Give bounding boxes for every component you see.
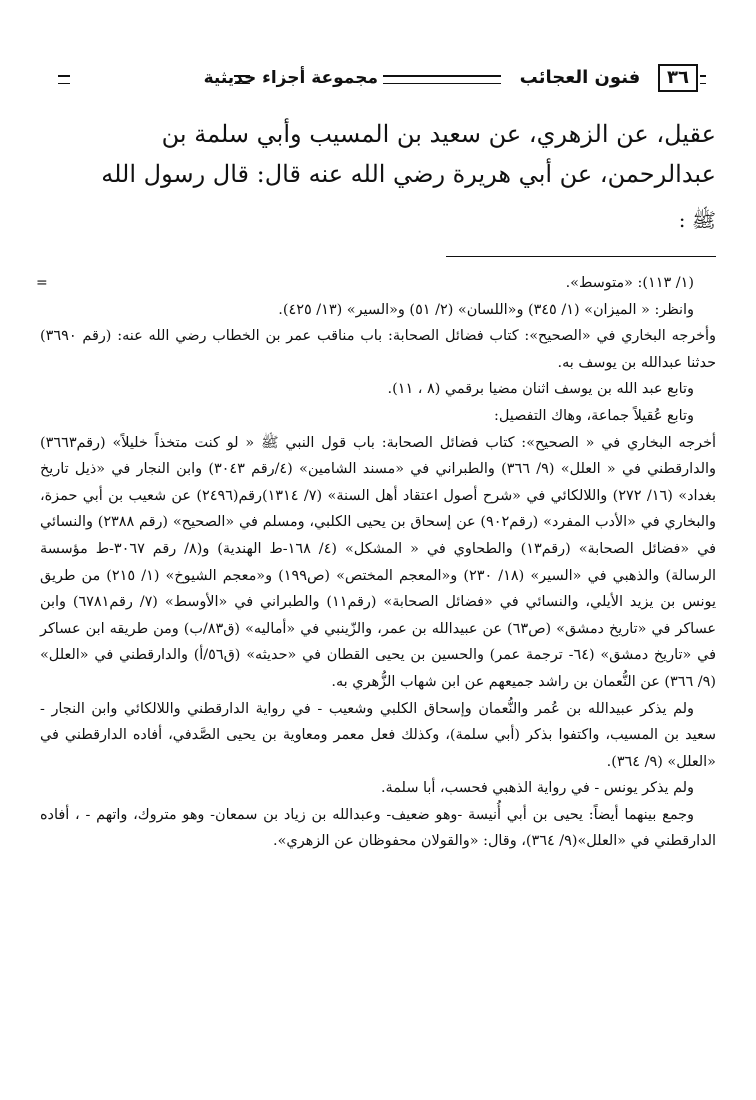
header-rule xyxy=(383,75,501,84)
main-text-line: عقيل، عن الزهري، عن سعيد بن المسيب وأبي سلمة بن xyxy=(161,120,716,148)
footnote-paragraph: أخرجه البخاري في « الصحيح»: كتاب فضائل الصحابة: باب قول النبي ﷺ « لو كنت متخذاً خليلاً» (رقم٣٦٦٣) والدارقطني في « العلل» (٩/ ٣٦٦) والطبراني في «مسند الشامين» (٤/رقم ٣٠٤٣) وابن النجار في «ذيل تاريخ بغداد» (١٦/ ٢٧٢) واللالكائي في «شرح أصول اعتقاد أهل السنة» (٧/ ١٣١٤)رقم(٢٤٩٦) عن شعيب بن أبي حمزة، والبخاري في «الأدب المفرد» (رقم٩٠٢) عن إسحاق بن يحيى الكلبي، ومسلم في «الصحيح» (رقم ٢٣٨٨) والنسائي في «فضائل الصحابة» (رقم١٣) والطحاوي في « المشكل» (٤/ ١٦٨-ط الهندية) و(٨/ رقم ٣٠٦٧-ط مؤسسة الرسالة) والذهبي في «السير» (١٨/ ٢٣٠) و«المعجم المختص» (ص١٩٩) و«معجم الشيوخ» (١/ ٢١٥) من طريق يونس بن يزيد الأيلي، والنسائي في «فضائل الصحابة» (رقم١١) والطبراني في «الأوسط» (٧/ رقم٦٧٨١) وابن عساكر في «تاريخ دمشق» (ص٦٣) عن عبيدالله بن عمر، والزّينبي في «أماليه» (ق٨٣/ب) ومن طريقه ابن عساكر في «تاريخ دمشق» (٦٤- ترجمة عمر) والحسين بن يحيى القطان في «حديثه» (ق٥٦/أ) والدارقطني في «العلل» (٩/ ٣٦٦) عن النُّعمان بن راشد جميعهم عن ابن شهاب الزُّهري به. xyxy=(40,434,716,690)
header-rule xyxy=(58,75,70,84)
footnotes xyxy=(36,270,716,855)
series-title: مجموعة أجزاء حديثية xyxy=(203,68,378,88)
footnote-paragraph: ولم يذكر يونس - في رواية الذهبي فحسب، أبا سلمة. xyxy=(380,780,694,797)
footnote-paragraph: ولم يذكر عبيدالله بن عُمر والنُّعمان وإسحاق الكلبي وشعيب - في رواية الدارقطني واللالكائي وابن النجار - سعيد بن المسيب، واكتفوا بذكر (أبي سلمة)، وكذلك فعل معمر ومعاوية بن يحيى الصَّدفي، أفاده الدارقطني في «العلل» (٩/ ٣٦٤). xyxy=(40,700,716,770)
main-text-line: عبدالرحمن، عن أبي هريرة رضي الله عنه قال: قال رسول الله xyxy=(101,160,716,188)
footnote-separator xyxy=(446,256,716,257)
footnote-paragraph: وتابع عُقيلاً جماعة، وهاك التفصيل: xyxy=(493,407,694,424)
salla-symbol: ﷺ : xyxy=(678,208,716,232)
book-title: فنون العجائب xyxy=(519,67,641,88)
page-number: ٣٦ xyxy=(658,64,698,92)
footnote-paragraph: (١/ ١١٣): «متوسط». xyxy=(565,275,694,291)
continuation-marker: = xyxy=(36,275,48,291)
footnote-continuation xyxy=(36,270,716,297)
footnote-paragraph: وأخرجه البخاري في «الصحيح»: كتاب فضائل الصحابة: باب مناقب عمر بن الخطاب رضي الله عنه: (رقم ٣٦٩٠) حدثنا عبدالله بن يوسف به. xyxy=(40,328,716,371)
header-rule xyxy=(700,75,706,84)
running-header xyxy=(58,64,706,94)
footnote-paragraph: وانظر: « الميزان» (١/ ٣٤٥) و«اللسان» (٢/ ٥١) و«السير» (١٣/ ٤٢٥). xyxy=(278,301,694,318)
main-text xyxy=(40,114,716,240)
footnote-paragraph: وجمع بينهما أيضاً: يحيى بن أبي أُنيسة -وهو ضعيف- وعبدالله بن زياد بن سمعان- وهو متروك، واتهم - ، أفاده الدارقطني في «العلل»(٩/ ٣٦٤)، وقال: «والقولان محفوظان عن الزهري». xyxy=(40,806,716,850)
footnote-paragraph: وتابع عبد الله بن يوسف اثنان مضيا برقمي (٨ ، ١١). xyxy=(387,381,694,398)
main-text-line xyxy=(40,194,716,240)
header-rule xyxy=(234,75,250,84)
